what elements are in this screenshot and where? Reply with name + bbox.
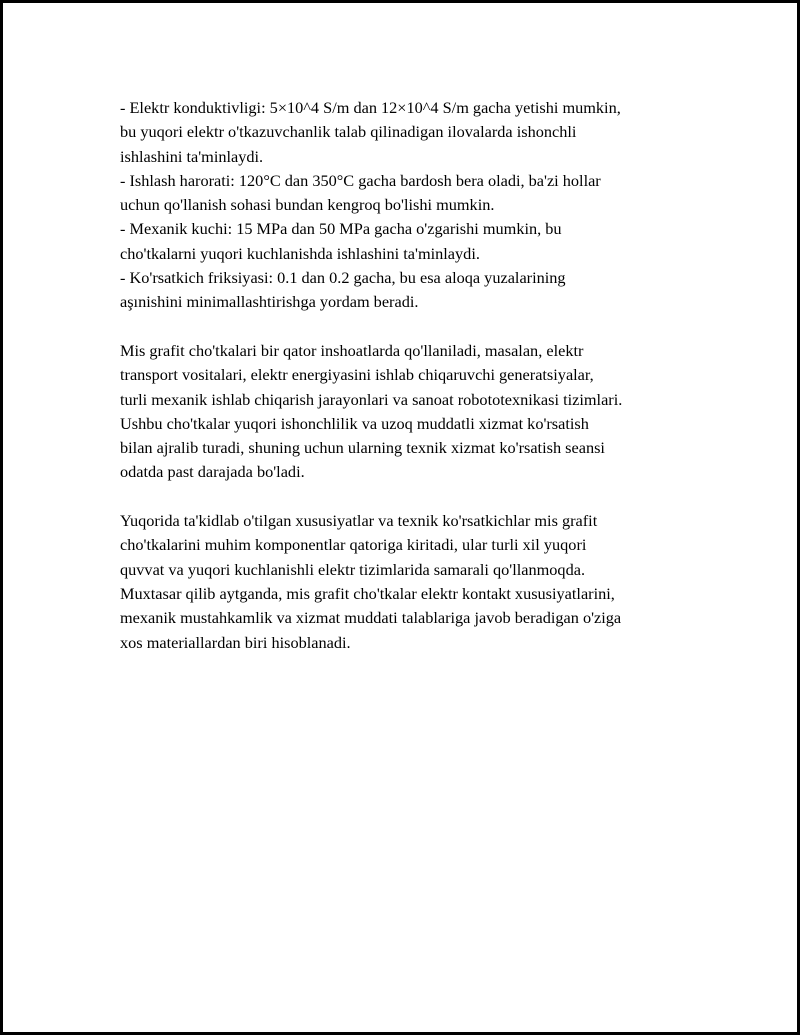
document-body [120, 96, 710, 655]
paragraph-line: xos materiallardan biri hisoblanadi. [120, 632, 351, 652]
paragraph-applications [120, 339, 710, 485]
paragraph-line: odatda past darajada bo'ladi. [120, 462, 305, 482]
paragraph-conclusion [120, 509, 710, 655]
paragraph-line: transport vositalari, elektr energiyasini ishlab chiqaruvchi generatsiyalar, [120, 365, 594, 385]
paragraph-line: bilan ajralib turadi, shuning uchun ularning texnik xizmat ko'rsatish seansi [120, 438, 605, 458]
paragraph-line: Ushbu cho'tkalar yuqori ishonchlilik va uzoq muddatli xizmat ko'rsatish [120, 413, 589, 433]
spec-list-line: - Ishlash harorati: 120°C dan 350°C gacha bardosh bera oladi, ba'zi hollar [120, 170, 601, 190]
paragraph-line: Mis grafit cho'tkalari bir qator inshoatlarda qo'llaniladi, masalan, elektr [120, 340, 584, 360]
spec-list-line: uchun qo'llanish sohasi bundan kengroq bo'lishi mumkin. [120, 195, 495, 215]
spec-list-line: - Mexanik kuchi: 15 MPa dan 50 MPa gacha o'zgarishi mumkin, bu [120, 219, 562, 239]
spec-list-line: - Ko'rsatkich friksiyasi: 0.1 dan 0.2 gacha, bu esa aloqa yuzalarining [120, 268, 566, 288]
paragraph-spacer [120, 315, 710, 339]
paragraph-line: cho'tkalarini muhim komponentlar qatoriga kiritadi, ular turli xil yuqori [120, 535, 587, 555]
spec-list-line: ishlashini ta'minlaydi. [120, 146, 264, 166]
spec-list-line: aşınishini minimallashtirishga yordam beradi. [120, 292, 419, 312]
spec-list-line: bu yuqori elektr o'tkazuvchanlik talab qilinadigan ilovalarda ishonchli [120, 122, 577, 142]
paragraph-line: quvvat va yuqori kuchlanishli elektr tizimlarida samarali qo'llanmoqda. [120, 559, 586, 579]
spec-list-line: cho'tkalarni yuqori kuchlanishda ishlashini ta'minlaydi. [120, 243, 480, 263]
paragraph-line: Yuqorida ta'kidlab o'tilgan xususiyatlar va texnik ko'rsatkichlar mis grafit [120, 511, 598, 531]
spec-list-line: - Elektr konduktivligi: 5×10^4 S/m dan 12×10^4 S/m gacha yetishi mumkin, [120, 98, 621, 117]
paragraph-line: mexanik mustahkamlik va xizmat muddati talablariga javob beradigan o'ziga [120, 608, 622, 628]
paragraph-line: turli mexanik ishlab chiqarish jarayonlari va sanoat robototexnikasi tizimlari. [120, 389, 623, 409]
paragraph-spacer [120, 485, 710, 509]
spec-list [120, 96, 710, 315]
paragraph-line: Muxtasar qilib aytganda, mis grafit cho'tkalar elektr kontakt xususiyatlarini, [120, 583, 615, 603]
